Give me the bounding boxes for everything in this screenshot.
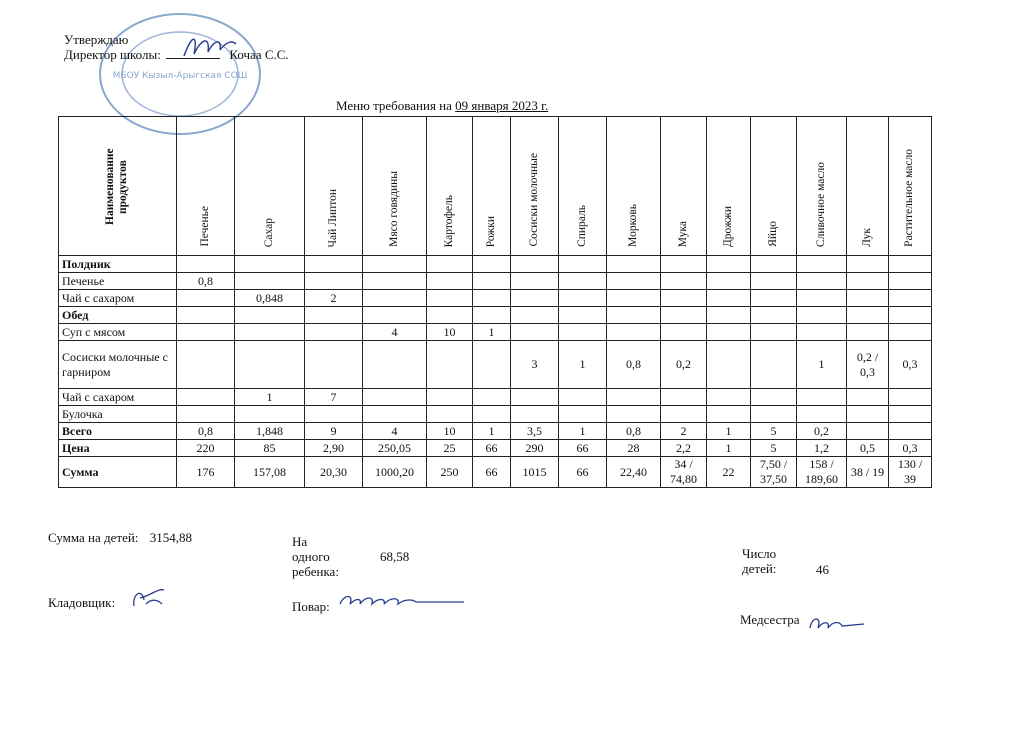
table-cell <box>661 256 707 273</box>
table-cell <box>847 290 889 307</box>
table-cell: 2,2 <box>661 440 707 457</box>
table-cell <box>661 324 707 341</box>
table-cell <box>511 256 559 273</box>
table-cell: 4 <box>363 423 427 440</box>
table-cell <box>751 341 797 389</box>
table-cell: 10 <box>427 423 473 440</box>
table-cell: 0,8 <box>177 273 235 290</box>
table-cell <box>427 256 473 273</box>
table-cell <box>607 290 661 307</box>
table-cell <box>363 389 427 406</box>
header-col: Лук <box>847 117 889 256</box>
table-cell <box>177 256 235 273</box>
table-cell: 7 <box>305 389 363 406</box>
table-cell <box>473 256 511 273</box>
table-cell <box>511 290 559 307</box>
table-cell <box>847 423 889 440</box>
table-cell: 7,50 / 37,50 <box>751 457 797 488</box>
table-cell <box>363 406 427 423</box>
table-cell: 0,8 <box>607 341 661 389</box>
table-cell: 157,08 <box>235 457 305 488</box>
table-cell: 2 <box>305 290 363 307</box>
table-cell <box>797 389 847 406</box>
row-label: Булочка <box>59 406 177 423</box>
table-cell <box>751 256 797 273</box>
table-cell <box>707 273 751 290</box>
table-cell <box>363 290 427 307</box>
table-cell: 25 <box>427 440 473 457</box>
table-cell: 1,848 <box>235 423 305 440</box>
table-cell <box>559 406 607 423</box>
table-cell <box>363 307 427 324</box>
table-cell: 66 <box>473 440 511 457</box>
table-cell <box>607 389 661 406</box>
table-cell <box>889 256 932 273</box>
per-child-block <box>292 534 339 579</box>
table-row <box>59 423 932 440</box>
storekeeper-signature <box>128 584 168 610</box>
table-cell <box>177 341 235 389</box>
table-cell <box>797 290 847 307</box>
table-row <box>59 290 932 307</box>
header-products: Наименование продуктов <box>59 117 177 256</box>
table-cell <box>235 406 305 423</box>
table-cell: 0,3 <box>889 341 932 389</box>
table-cell: 250,05 <box>363 440 427 457</box>
header-col: Сливочное масло <box>797 117 847 256</box>
page-title <box>336 98 548 114</box>
table-cell <box>235 307 305 324</box>
header-col: Морковь <box>607 117 661 256</box>
table-cell <box>847 406 889 423</box>
table-cell <box>707 341 751 389</box>
table-cell: 28 <box>607 440 661 457</box>
table-cell: 0,2 / 0,3 <box>847 341 889 389</box>
children-label-2: детей: <box>742 561 777 576</box>
children-value: 46 <box>816 562 829 577</box>
table-cell <box>751 406 797 423</box>
table-cell <box>797 406 847 423</box>
table-cell <box>235 256 305 273</box>
header-col: Чай Липтон <box>305 117 363 256</box>
table-cell <box>847 307 889 324</box>
table-cell: 220 <box>177 440 235 457</box>
table-cell <box>751 389 797 406</box>
table-cell: 250 <box>427 457 473 488</box>
table-cell: 0,8 <box>177 423 235 440</box>
table-cell: 20,30 <box>305 457 363 488</box>
table-cell: 1 <box>235 389 305 406</box>
table-cell <box>661 290 707 307</box>
table-cell: 85 <box>235 440 305 457</box>
table-cell <box>889 273 932 290</box>
children-block <box>742 546 776 576</box>
row-label: Суп с мясом <box>59 324 177 341</box>
table-cell: 290 <box>511 440 559 457</box>
header-col: Рожки <box>473 117 511 256</box>
table-cell: 38 / 19 <box>847 457 889 488</box>
per-child-label-1: На <box>292 534 308 549</box>
table-cell: 1 <box>559 423 607 440</box>
table-cell <box>797 256 847 273</box>
row-label: Цена <box>59 440 177 457</box>
table-cell: 1 <box>707 423 751 440</box>
table-cell <box>363 256 427 273</box>
table-cell <box>177 324 235 341</box>
table-cell <box>797 273 847 290</box>
table-cell <box>305 324 363 341</box>
table-cell <box>607 273 661 290</box>
cook-label: Повар: <box>292 599 330 614</box>
cook-signature <box>336 590 466 612</box>
table-row <box>59 307 932 324</box>
table-cell: 130 / 39 <box>889 457 932 488</box>
table-cell: 1 <box>797 341 847 389</box>
row-label: Сумма <box>59 457 177 488</box>
table-row <box>59 406 932 423</box>
table-cell <box>661 406 707 423</box>
row-label: Всего <box>59 423 177 440</box>
table-cell <box>707 406 751 423</box>
table-row <box>59 273 932 290</box>
table-cell <box>235 341 305 389</box>
table-cell <box>511 273 559 290</box>
title-date: 09 января 2023 г. <box>455 98 549 113</box>
nurse-signature <box>806 612 866 634</box>
table-cell <box>363 273 427 290</box>
row-label: Печенье <box>59 273 177 290</box>
table-cell <box>707 256 751 273</box>
table-cell <box>559 324 607 341</box>
header-col: Печенье <box>177 117 235 256</box>
director-name: Кочаа С.С. <box>229 47 289 62</box>
table-cell <box>607 307 661 324</box>
table-cell <box>751 324 797 341</box>
row-label: Чай с сахаром <box>59 290 177 307</box>
per-child-label-2: одного <box>292 549 330 564</box>
table-cell: 66 <box>473 457 511 488</box>
table-cell: 22,40 <box>607 457 661 488</box>
table-cell: 1 <box>559 341 607 389</box>
table-cell: 3 <box>511 341 559 389</box>
table-row <box>59 341 932 389</box>
header-row <box>59 117 932 256</box>
table-cell: 0,2 <box>661 341 707 389</box>
table-cell: 2 <box>661 423 707 440</box>
table-cell <box>305 256 363 273</box>
table-cell <box>511 307 559 324</box>
table-cell <box>427 273 473 290</box>
table-cell: 5 <box>751 440 797 457</box>
table-cell <box>707 324 751 341</box>
sum-children <box>48 530 192 545</box>
table-cell <box>559 256 607 273</box>
row-label: Чай с сахаром <box>59 389 177 406</box>
table-cell: 1 <box>707 440 751 457</box>
nurse-label: Медсестра <box>740 612 800 627</box>
table-cell <box>427 389 473 406</box>
row-label: Обед <box>59 307 177 324</box>
row-label: Сосиски молочные с гарниром <box>59 341 177 389</box>
table-cell: 0,3 <box>889 440 932 457</box>
table-cell <box>889 324 932 341</box>
table-cell <box>661 389 707 406</box>
table-cell: 34 / 74,80 <box>661 457 707 488</box>
header-col: Мясо говядины <box>363 117 427 256</box>
per-child-label-3: ребенка: <box>292 564 339 579</box>
director-label: Директор школы: <box>64 47 161 62</box>
children-label-1: Число <box>742 546 777 561</box>
table-cell <box>707 290 751 307</box>
table-cell <box>889 307 932 324</box>
table-cell <box>305 406 363 423</box>
table-cell: 66 <box>559 457 607 488</box>
table-cell <box>707 389 751 406</box>
table-cell <box>797 324 847 341</box>
table-cell <box>751 307 797 324</box>
table-cell <box>473 273 511 290</box>
table-cell: 10 <box>427 324 473 341</box>
table-cell <box>707 307 751 324</box>
table-cell <box>305 273 363 290</box>
table-row <box>59 256 932 273</box>
table-cell <box>559 307 607 324</box>
approval-line: Утверждаю <box>64 32 129 47</box>
table-cell <box>607 324 661 341</box>
storekeeper-label: Кладовщик: <box>48 595 116 610</box>
table-cell <box>177 307 235 324</box>
table-cell <box>559 273 607 290</box>
table-cell <box>607 256 661 273</box>
director-signature-scribble <box>180 30 240 60</box>
per-child-value: 68,58 <box>380 549 410 564</box>
table-cell <box>889 389 932 406</box>
table-cell: 66 <box>559 440 607 457</box>
table-cell: 176 <box>177 457 235 488</box>
table-cell <box>305 341 363 389</box>
table-cell: 158 / 189,60 <box>797 457 847 488</box>
table-cell: 9 <box>305 423 363 440</box>
table-cell <box>305 307 363 324</box>
table-cell <box>473 389 511 406</box>
table-cell <box>511 324 559 341</box>
table-cell <box>427 290 473 307</box>
table-cell <box>473 290 511 307</box>
stamp-text: МБОУ Кызыл-Арыгская СОШ <box>112 71 248 81</box>
table-cell <box>427 406 473 423</box>
table-cell <box>473 341 511 389</box>
header-col: Сосиски молочные <box>511 117 559 256</box>
table-cell: 1 <box>473 423 511 440</box>
table-cell: 0,5 <box>847 440 889 457</box>
table-cell <box>847 389 889 406</box>
table-cell <box>511 389 559 406</box>
table-cell <box>177 389 235 406</box>
header-col: Спираль <box>559 117 607 256</box>
table-cell <box>363 341 427 389</box>
row-label: Полдник <box>59 256 177 273</box>
approval-block <box>64 32 289 62</box>
table-cell: 0,848 <box>235 290 305 307</box>
table-cell <box>889 406 932 423</box>
table-cell: 2,90 <box>305 440 363 457</box>
table-cell <box>847 324 889 341</box>
table-cell <box>661 273 707 290</box>
menu-table <box>58 116 932 488</box>
table-cell: 1 <box>473 324 511 341</box>
table-cell <box>427 307 473 324</box>
table-cell <box>177 290 235 307</box>
table-cell <box>847 273 889 290</box>
title-prefix: Меню требования на <box>336 98 456 113</box>
header-col: Яйцо <box>751 117 797 256</box>
table-cell: 0,8 <box>607 423 661 440</box>
table-cell <box>751 290 797 307</box>
table-cell: 1015 <box>511 457 559 488</box>
table-cell <box>473 307 511 324</box>
table-cell: 1,2 <box>797 440 847 457</box>
table-cell <box>427 341 473 389</box>
table-cell: 1000,20 <box>363 457 427 488</box>
header-col: Картофель <box>427 117 473 256</box>
table-cell <box>797 307 847 324</box>
sum-children-label: Сумма на детей: <box>48 530 139 545</box>
table-row <box>59 389 932 406</box>
table-cell <box>661 307 707 324</box>
table-row <box>59 457 932 488</box>
table-cell <box>889 290 932 307</box>
table-cell: 3,5 <box>511 423 559 440</box>
table-cell <box>889 423 932 440</box>
table-cell: 0,2 <box>797 423 847 440</box>
table-cell <box>559 389 607 406</box>
table-cell <box>235 273 305 290</box>
table-row <box>59 440 932 457</box>
sum-children-value: 3154,88 <box>149 530 192 545</box>
header-col: Растительное масло <box>889 117 932 256</box>
table-cell: 4 <box>363 324 427 341</box>
table-cell <box>559 290 607 307</box>
header-col: Дрожжи <box>707 117 751 256</box>
table-cell <box>473 406 511 423</box>
table-cell: 22 <box>707 457 751 488</box>
table-cell <box>235 324 305 341</box>
table-cell <box>751 273 797 290</box>
table-cell <box>511 406 559 423</box>
table-cell <box>177 406 235 423</box>
table-row <box>59 324 932 341</box>
table-cell: 5 <box>751 423 797 440</box>
header-col: Мука <box>661 117 707 256</box>
table-cell <box>607 406 661 423</box>
header-col: Сахар <box>235 117 305 256</box>
table-cell <box>847 256 889 273</box>
